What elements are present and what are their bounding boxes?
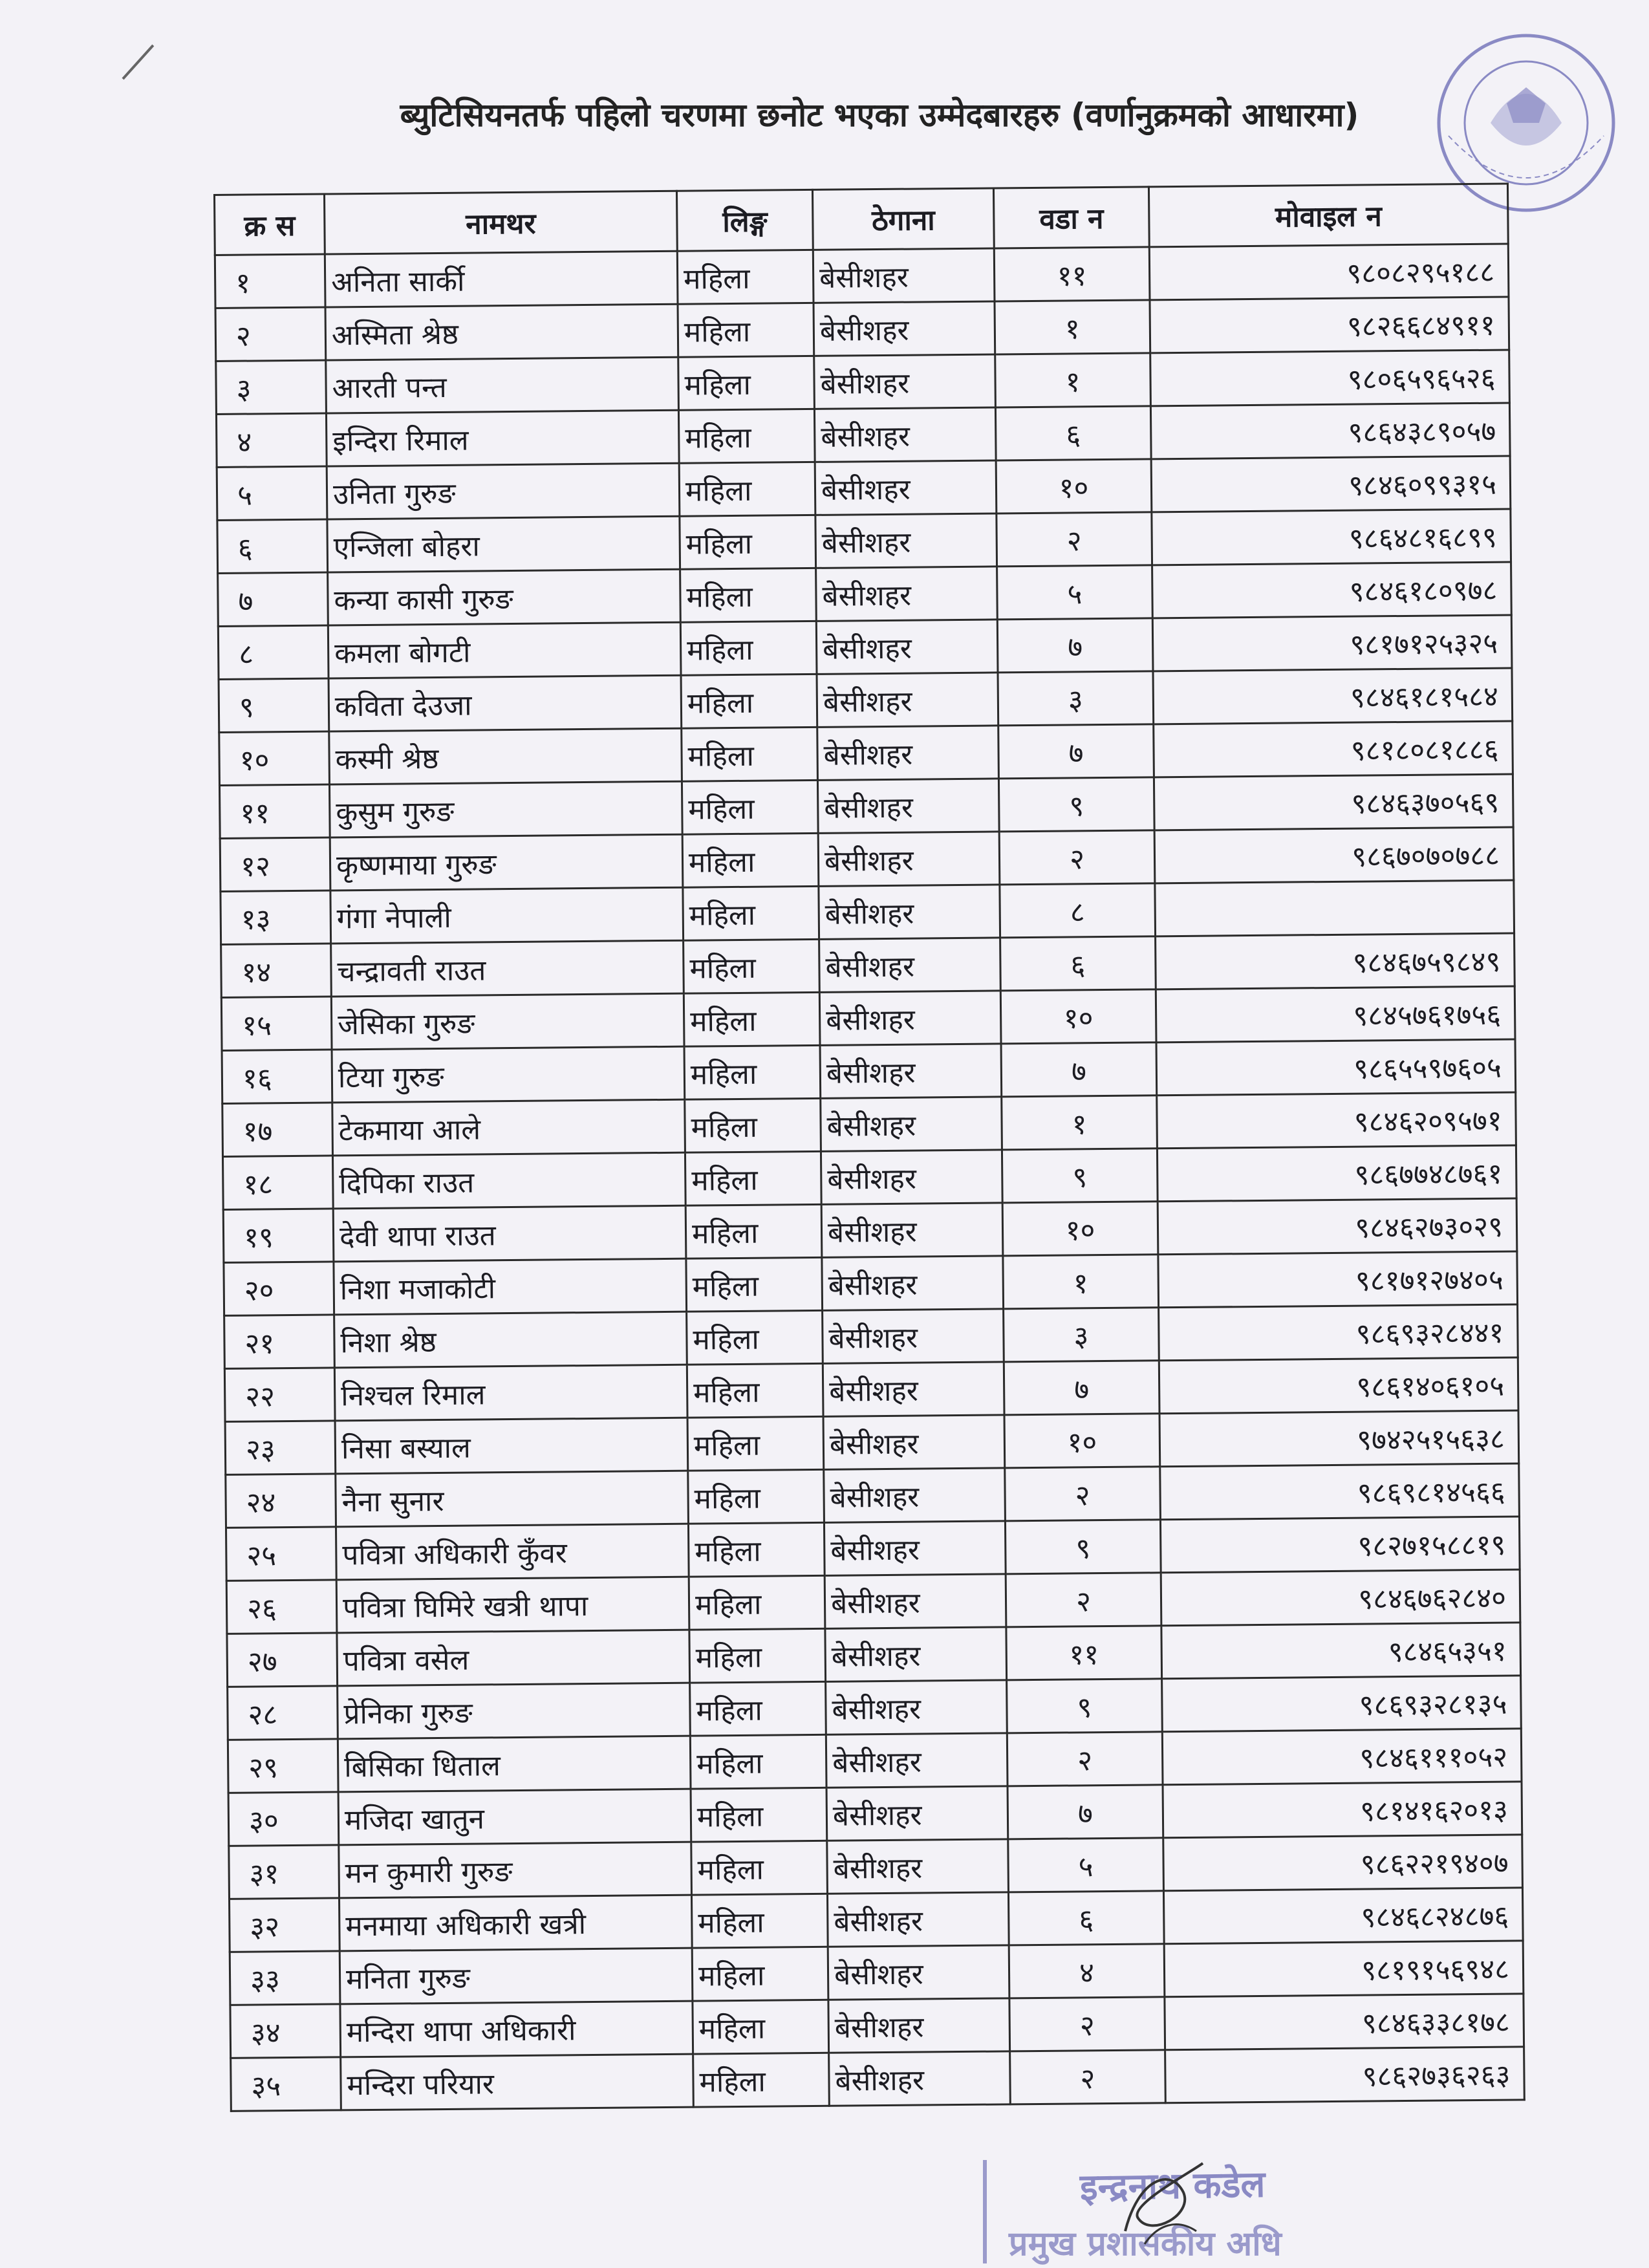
- ward-cell: ९: [1007, 1679, 1163, 1733]
- name-cell: टिया गुरुङ: [332, 1046, 685, 1103]
- name-cell: पवित्रा घिमिरे खत्री थापा: [336, 1577, 689, 1633]
- serial-cell: २५: [226, 1527, 336, 1581]
- signature-scribble-icon: [1112, 2154, 1216, 2251]
- serial-cell: ३०: [228, 1792, 339, 1846]
- mobile-cell: ९७४२५१५६३८: [1159, 1410, 1519, 1467]
- mobile-cell: ९८४६८२४८७६: [1163, 1888, 1523, 1944]
- header-ward: वडा न: [993, 187, 1149, 248]
- mobile-cell: ९८६४३८९०५७: [1150, 403, 1510, 459]
- name-cell: मनमाया अधिकारी खत्री: [339, 1895, 693, 1951]
- gender-cell: महिला: [686, 1257, 823, 1312]
- ward-cell: ७: [998, 724, 1154, 779]
- gender-cell: महिला: [690, 1681, 826, 1736]
- ward-cell: ११: [994, 247, 1150, 301]
- gender-cell: महिला: [683, 886, 819, 940]
- name-cell: दिपिका राउत: [332, 1152, 685, 1209]
- gender-cell: महिला: [687, 1416, 824, 1471]
- address-cell: बेसीशहर: [823, 1362, 1004, 1416]
- gender-cell: महिला: [680, 621, 817, 675]
- mobile-cell: ९८४६७५९८४९: [1156, 933, 1515, 989]
- ward-cell: ६: [1000, 936, 1156, 991]
- page-title: ब्युटिसियनतर्फ पहिलो चरणमा छनोट भएका उम्मेदबारहरु (वर्णानुक्रमको आधारमा): [400, 96, 1359, 134]
- gender-cell: महिला: [692, 1947, 828, 2001]
- serial-cell: २२: [224, 1368, 335, 1421]
- address-cell: बेसीशहर: [821, 1203, 1003, 1257]
- gender-cell: महिला: [684, 1045, 821, 1099]
- name-cell: इन्दिरा रिमाल: [326, 410, 679, 466]
- address-cell: बेसीशहर: [822, 1256, 1004, 1310]
- ward-cell: १०: [1004, 1414, 1160, 1468]
- ward-cell: १: [1002, 1096, 1158, 1150]
- ward-cell: ११: [1006, 1626, 1162, 1680]
- serial-cell: ३२: [230, 1898, 340, 1952]
- header-address: ठेगाना: [812, 188, 994, 250]
- signatory-title: प्रमुख प्रशासकीय अधि: [1009, 2225, 1282, 2263]
- gender-cell: महिला: [690, 1734, 826, 1789]
- name-cell: बिसिका धिताल: [338, 1736, 691, 1792]
- name-cell: कस्मी श्रेष्ठ: [329, 728, 682, 784]
- gender-cell: महिला: [682, 833, 819, 887]
- serial-cell: १६: [222, 1050, 332, 1103]
- gender-cell: महिला: [680, 568, 817, 622]
- mobile-cell: ९८१७१२५३२५: [1152, 615, 1512, 671]
- serial-cell: २४: [226, 1474, 336, 1528]
- name-cell: मनिता गुरुङ: [339, 1948, 693, 2004]
- mobile-cell: ९८४६२०९५७१: [1157, 1092, 1516, 1149]
- name-cell: निशा मजाकोटी: [334, 1258, 687, 1315]
- gender-cell: महिला: [678, 303, 814, 357]
- ward-cell: ७: [997, 618, 1153, 673]
- serial-cell: ९: [219, 678, 329, 732]
- mobile-cell: ९८२७१५८८१९: [1160, 1517, 1520, 1573]
- address-cell: बेसीशहर: [817, 779, 999, 833]
- gender-cell: महिला: [678, 356, 815, 410]
- serial-cell: १७: [222, 1103, 333, 1156]
- serial-cell: २७: [227, 1633, 338, 1687]
- gender-cell: महिला: [689, 1575, 825, 1630]
- ward-cell: १: [1003, 1255, 1159, 1309]
- name-cell: आरती पन्त: [326, 357, 679, 413]
- gender-cell: महिला: [691, 1787, 827, 1842]
- mobile-cell: ९८४६२७३०२९: [1158, 1198, 1517, 1255]
- ward-cell: ४: [1009, 1944, 1165, 1998]
- name-cell: गंगा नेपाली: [330, 887, 684, 944]
- address-cell: बेसीशहर: [819, 938, 1001, 992]
- address-cell: बेसीशहर: [829, 2051, 1011, 2106]
- ward-cell: २: [1005, 1467, 1161, 1521]
- mobile-cell: ९८४५७६१७५६: [1156, 986, 1515, 1042]
- mobile-cell: ९८४६१८१५८४: [1153, 668, 1513, 724]
- address-cell: बेसीशहर: [826, 1733, 1008, 1787]
- ward-cell: १: [995, 300, 1150, 354]
- address-cell: बेसीशहर: [823, 1309, 1004, 1363]
- name-cell: एन्जिला बोहरा: [327, 516, 680, 572]
- mobile-cell: ९८१९१५६९४८: [1164, 1941, 1524, 1997]
- name-cell: कन्या कासी गुरुङ: [328, 569, 681, 625]
- candidate-table: [213, 183, 1525, 2112]
- address-cell: बेसीशहर: [815, 513, 997, 568]
- name-cell: चन्द्रावती राउत: [331, 940, 684, 997]
- serial-cell: १३: [221, 891, 331, 944]
- gender-cell: महिला: [688, 1469, 824, 1524]
- serial-cell: ६: [217, 519, 328, 573]
- header-serial: क्र स: [215, 194, 325, 255]
- mobile-cell: ९८०६५९६५२६: [1150, 350, 1510, 406]
- serial-cell: १०: [219, 731, 330, 785]
- name-cell: जेसिका गुरुङ: [331, 993, 684, 1050]
- mobile-cell: ९८६५५९७६०५: [1156, 1039, 1516, 1096]
- serial-cell: २९: [228, 1739, 338, 1793]
- mobile-cell: ९८६७७४८७६१: [1157, 1145, 1516, 1202]
- serial-cell: २३: [225, 1421, 336, 1474]
- ward-cell: २: [1007, 1732, 1163, 1786]
- mobile-cell: ९८६१४०६१०५: [1159, 1357, 1518, 1414]
- name-cell: मन्दिरा थापा अधिकारी: [340, 2001, 693, 2057]
- address-cell: बेसीशहर: [817, 726, 999, 780]
- address-cell: बेसीशहर: [826, 1680, 1008, 1734]
- gender-cell: महिला: [691, 1841, 828, 1895]
- ward-cell: १०: [1000, 989, 1156, 1044]
- ward-cell: ८: [1000, 883, 1156, 938]
- address-cell: बेसीशहर: [821, 1097, 1002, 1151]
- mobile-cell: ९८४६१८०९७८: [1152, 562, 1512, 618]
- gender-cell: महिला: [693, 2000, 829, 2054]
- gender-cell: महिला: [678, 409, 815, 463]
- header-name: नामथर: [325, 191, 678, 254]
- address-cell: बेसीशहर: [814, 407, 996, 462]
- serial-cell: ७: [218, 572, 329, 626]
- ward-cell: ७: [1001, 1042, 1157, 1097]
- name-cell: निश्चल रिमाल: [334, 1365, 687, 1421]
- address-cell: बेसीशहर: [814, 354, 996, 409]
- address-cell: बेसीशहर: [821, 1150, 1002, 1204]
- gender-cell: महिला: [682, 780, 818, 834]
- ward-cell: २: [997, 512, 1152, 567]
- pen-mark: [122, 45, 155, 80]
- name-cell: उनिता गुरुङ: [327, 463, 680, 519]
- ward-cell: ५: [1008, 1838, 1164, 1892]
- serial-cell: ११: [219, 784, 330, 838]
- mobile-cell: ९८६२२१९४०७: [1163, 1835, 1523, 1891]
- gender-cell: महिला: [687, 1310, 823, 1365]
- signature-stamp: [983, 2160, 1436, 2268]
- gender-cell: महिला: [691, 1894, 828, 1948]
- mobile-cell: ९८४६०९९३१५: [1151, 456, 1511, 512]
- header-mobile: मोवाइल न: [1148, 184, 1508, 247]
- name-cell: पवित्रा वसेल: [337, 1630, 690, 1686]
- mobile-cell: ९८६९३२८४४१: [1159, 1304, 1518, 1361]
- address-cell: बेसीशहर: [827, 1839, 1009, 1894]
- mobile-cell: ९८६७०७०७८८: [1154, 827, 1514, 883]
- ward-cell: ३: [1004, 1308, 1159, 1362]
- name-cell: अनिता सार्की: [325, 251, 678, 307]
- serial-cell: ८: [218, 625, 329, 679]
- name-cell: कमला बोगटी: [328, 622, 681, 678]
- address-cell: बेसीशहर: [813, 248, 995, 303]
- name-cell: अस्मिता श्रेष्ठ: [325, 304, 678, 360]
- mobile-cell: ९८४६१११०५२: [1162, 1729, 1522, 1785]
- gender-cell: महिला: [693, 2053, 830, 2107]
- name-cell: निसा बस्याल: [335, 1418, 688, 1474]
- address-cell: बेसीशहर: [814, 301, 995, 356]
- serial-cell: १५: [221, 997, 332, 1050]
- address-cell: बेसीशहर: [819, 991, 1001, 1045]
- serial-cell: ३४: [230, 2004, 341, 2058]
- address-cell: बेसीशहर: [825, 1627, 1007, 1681]
- address-cell: बेसीशहर: [823, 1415, 1005, 1469]
- gender-cell: महिला: [685, 1098, 821, 1152]
- address-cell: बेसीशहर: [828, 1945, 1009, 2000]
- name-cell: मन्दिरा परियार: [341, 2054, 694, 2110]
- serial-cell: ३: [216, 360, 327, 414]
- gender-cell: महिला: [687, 1363, 823, 1418]
- mobile-cell: ९८४६७६२८४०: [1161, 1570, 1520, 1626]
- ward-cell: ६: [1008, 1891, 1164, 1945]
- mobile-cell: ९८६९८१४५६६: [1160, 1463, 1520, 1520]
- ward-cell: १०: [996, 459, 1152, 513]
- address-cell: बेसीशहर: [820, 1044, 1002, 1098]
- mobile-cell: ९८१७१२७४०५: [1158, 1251, 1518, 1308]
- ward-cell: ९: [1005, 1520, 1161, 1574]
- serial-cell: २८: [228, 1686, 338, 1740]
- address-cell: बेसीशहर: [816, 620, 998, 674]
- address-cell: बेसीशहर: [816, 567, 998, 621]
- serial-cell: २: [215, 307, 326, 361]
- address-cell: बेसीशहर: [819, 885, 1000, 939]
- gender-cell: महिला: [680, 515, 816, 569]
- name-cell: प्रेनिका गुरुङ: [338, 1683, 691, 1739]
- gender-cell: महिला: [677, 250, 814, 304]
- ward-cell: ७: [1004, 1361, 1159, 1415]
- mobile-cell: ९८०८२९५१८८: [1149, 244, 1509, 300]
- ward-cell: ५: [997, 565, 1153, 620]
- mobile-cell: ९८२६६८४९११: [1150, 297, 1509, 353]
- stamp-border: [983, 2160, 987, 2263]
- ward-cell: २: [1010, 2050, 1166, 2104]
- gender-cell: महिला: [684, 992, 820, 1046]
- ward-cell: ७: [1008, 1785, 1163, 1839]
- address-cell: बेसीशहर: [815, 460, 997, 515]
- ward-cell: २: [1006, 1573, 1161, 1627]
- serial-cell: २१: [224, 1315, 335, 1368]
- ward-cell: २: [1009, 1997, 1165, 2051]
- address-cell: बेसीशहर: [826, 1786, 1008, 1841]
- name-cell: कविता देउजा: [329, 675, 682, 731]
- gender-cell: महिला: [688, 1522, 824, 1577]
- mobile-cell: ९८६९३२८१३५: [1162, 1676, 1522, 1732]
- gender-cell: महिला: [681, 674, 817, 728]
- serial-cell: ५: [217, 466, 327, 520]
- serial-cell: ३५: [231, 2057, 341, 2111]
- serial-cell: ४: [216, 413, 327, 467]
- address-cell: बेसीशहर: [818, 832, 1000, 886]
- ward-cell: १: [995, 353, 1151, 407]
- serial-cell: १४: [221, 944, 332, 997]
- name-cell: टेकमाया आले: [332, 1099, 685, 1156]
- name-cell: नैना सुनार: [336, 1471, 689, 1527]
- mobile-cell: ९८१८०८१८८६: [1154, 721, 1513, 777]
- serial-cell: १८: [222, 1156, 333, 1209]
- address-cell: बेसीशहर: [828, 1998, 1010, 2053]
- gender-cell: महिला: [679, 462, 815, 516]
- serial-cell: २०: [224, 1262, 334, 1315]
- name-cell: मजिदा खातुन: [338, 1789, 691, 1845]
- mobile-cell: ९८४६५३५१: [1161, 1623, 1521, 1679]
- table-row: [231, 2047, 1525, 2111]
- serial-cell: १२: [220, 837, 330, 891]
- serial-cell: ३३: [230, 1951, 340, 2005]
- name-cell: देवी थापा राउत: [333, 1205, 686, 1262]
- name-cell: निशा श्रेष्ठ: [334, 1312, 687, 1368]
- mobile-cell: ९८६२७३६२६३: [1165, 2047, 1525, 2103]
- ward-cell: ३: [998, 671, 1154, 726]
- gender-cell: महिला: [682, 727, 818, 781]
- ward-cell: २: [999, 830, 1155, 885]
- serial-cell: २६: [226, 1580, 337, 1634]
- mobile-cell: ९८४६३७०५६९: [1154, 774, 1513, 830]
- ward-cell: १०: [1002, 1202, 1158, 1256]
- serial-cell: १: [215, 254, 325, 308]
- mobile-cell: ९८६४८१६८९९: [1152, 509, 1511, 565]
- ward-cell: ९: [1002, 1149, 1158, 1203]
- gender-cell: महिला: [684, 939, 820, 993]
- serial-cell: ३१: [229, 1845, 339, 1899]
- gender-cell: महिला: [689, 1628, 826, 1683]
- ward-cell: ९: [998, 777, 1154, 832]
- gender-cell: महिला: [685, 1151, 821, 1205]
- name-cell: मन कुमारी गुरुङ: [339, 1842, 692, 1898]
- mobile-cell: ९८१४१६२०१३: [1163, 1782, 1522, 1838]
- mobile-cell: ९८४६३३८१७८: [1165, 1994, 1524, 2050]
- address-cell: बेसीशहर: [827, 1892, 1009, 1947]
- table-header-row: [215, 184, 1509, 255]
- gender-cell: महिला: [685, 1204, 822, 1258]
- signatory-name: इन्द्रनाथ कडेल: [1079, 2163, 1266, 2209]
- address-cell: बेसीशहर: [824, 1574, 1006, 1628]
- ward-cell: ६: [995, 406, 1151, 460]
- name-cell: कुसुम गुरुङ: [329, 781, 682, 837]
- address-cell: बेसीशहर: [824, 1468, 1006, 1522]
- header-gender: लिङ्ग: [676, 189, 813, 251]
- name-cell: पवित्रा अधिकारी कुँवर: [336, 1524, 689, 1580]
- address-cell: बेसीशहर: [824, 1521, 1006, 1575]
- mobile-cell: [1155, 880, 1514, 936]
- address-cell: बेसीशहर: [817, 673, 998, 727]
- serial-cell: १९: [223, 1209, 334, 1262]
- name-cell: कृष्णमाया गुरुङ: [330, 834, 683, 891]
